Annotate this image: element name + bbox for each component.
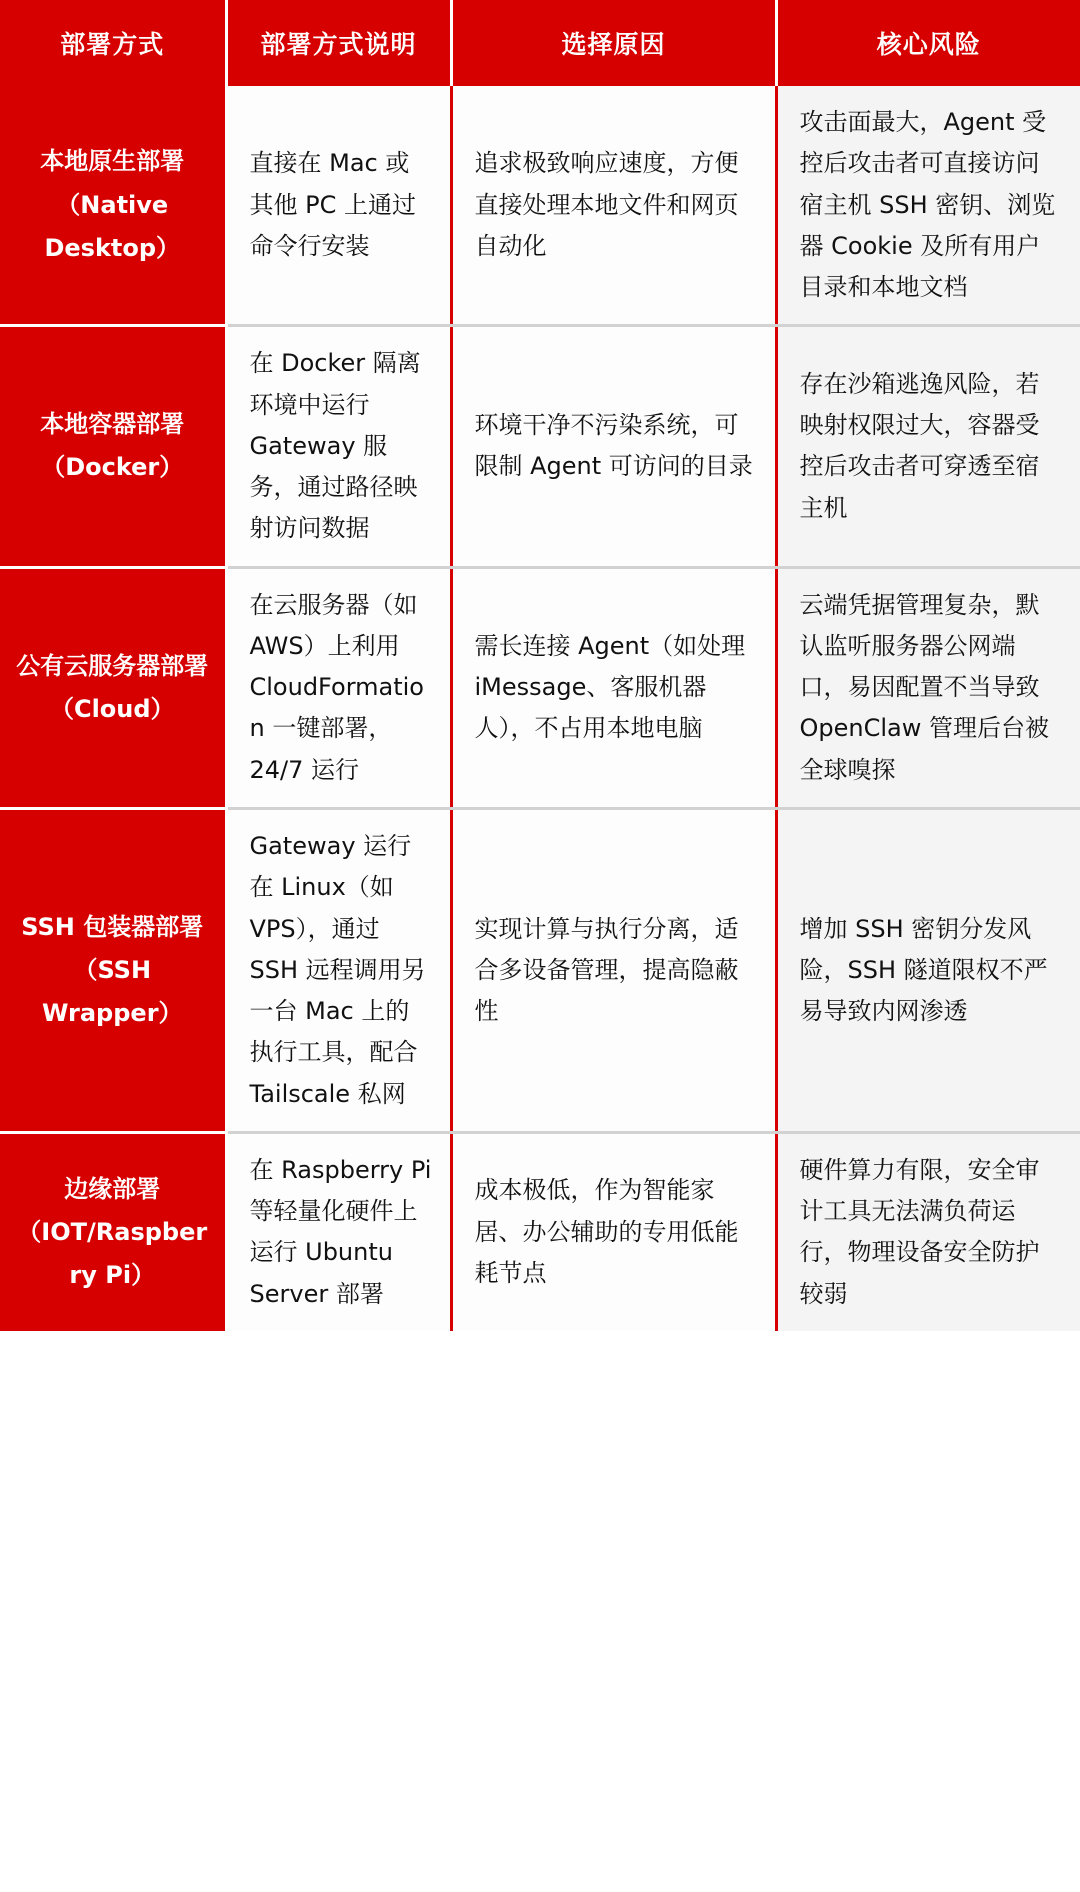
table-header-row	[0, 0, 1080, 86]
cell-description: 在云服务器（如 AWS）上利用 CloudFormation 一键部署，24/7 运行	[226, 567, 451, 808]
column-header-reason: 选择原因	[451, 0, 776, 86]
table-row	[0, 326, 1080, 567]
cell-reason: 实现计算与执行分离，适合多设备管理，提高隐蔽性	[451, 808, 776, 1132]
cell-risk: 增加 SSH 密钥分发风险，SSH 隧道限权不严易导致内网渗透	[776, 808, 1080, 1132]
cell-deployment-method: SSH 包装器部署（SSH Wrapper）	[0, 808, 226, 1132]
table-row	[0, 86, 1080, 326]
cell-reason: 环境干净不污染系统，可限制 Agent 可访问的目录	[451, 326, 776, 567]
cell-reason: 需长连接 Agent（如处理 iMessage、客服机器人），不占用本地电脑	[451, 567, 776, 808]
table-header	[0, 0, 1080, 86]
cell-risk: 攻击面最大，Agent 受控后攻击者可直接访问宿主机 SSH 密钥、浏览器 Cookie 及所有用户目录和本地文档	[776, 86, 1080, 326]
cell-description: Gateway 运行在 Linux（如 VPS），通过 SSH 远程调用另一台 Mac 上的执行工具，配合 Tailscale 私网	[226, 808, 451, 1132]
table-row	[0, 567, 1080, 808]
cell-deployment-method: 边缘部署（IOT/Raspberry Pi）	[0, 1132, 226, 1331]
table-row	[0, 1132, 1080, 1331]
cell-description: 在 Docker 隔离环境中运行 Gateway 服务，通过路径映射访问数据	[226, 326, 451, 567]
column-header-deployment-method: 部署方式	[0, 0, 226, 86]
cell-deployment-method: 本地容器部署（Docker）	[0, 326, 226, 567]
cell-risk: 硬件算力有限，安全审计工具无法满负荷运行，物理设备安全防护较弱	[776, 1132, 1080, 1331]
cell-risk: 存在沙箱逃逸风险，若映射权限过大，容器受控后攻击者可穿透至宿主机	[776, 326, 1080, 567]
cell-reason: 追求极致响应速度，方便直接处理本地文件和网页自动化	[451, 86, 776, 326]
cell-description: 直接在 Mac 或其他 PC 上通过命令行安装	[226, 86, 451, 326]
cell-deployment-method: 公有云服务器部署（Cloud）	[0, 567, 226, 808]
cell-deployment-method: 本地原生部署（Native Desktop）	[0, 86, 226, 326]
table-row	[0, 808, 1080, 1132]
cell-description: 在 Raspberry Pi 等轻量化硬件上运行 Ubuntu Server 部署	[226, 1132, 451, 1331]
cell-reason: 成本极低，作为智能家居、办公辅助的专用低能耗节点	[451, 1132, 776, 1331]
cell-risk: 云端凭据管理复杂，默认监听服务器公网端口，易因配置不当导致 OpenClaw 管理后台被全球嗅探	[776, 567, 1080, 808]
column-header-description: 部署方式说明	[226, 0, 451, 86]
column-header-risk: 核心风险	[776, 0, 1080, 86]
table-body	[0, 86, 1080, 1331]
